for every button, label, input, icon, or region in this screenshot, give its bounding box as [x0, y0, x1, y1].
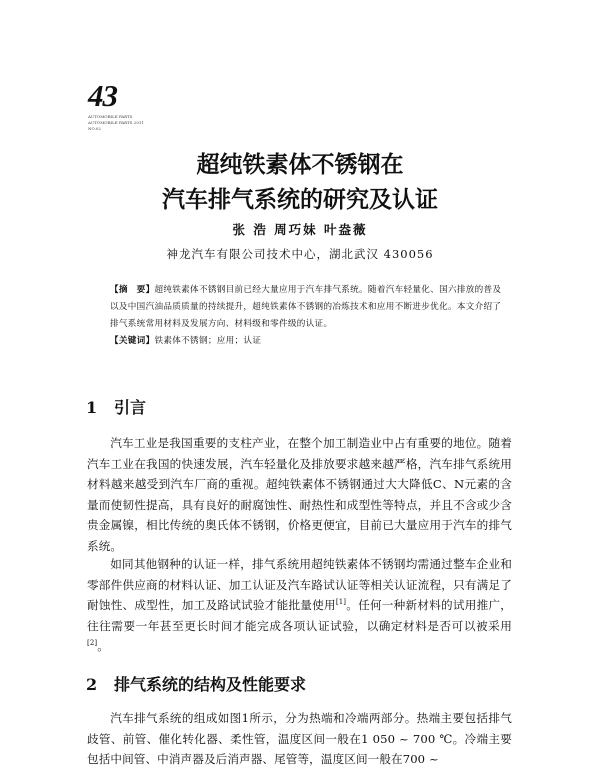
paragraph-text: 如同其他钢种的认证一样，排气系统用超纯铁素体不锈钢均需通过整车企业和零部件供应商的材料认证、加工认证及汽车路试认证等相关认证流程，只有满足了耐蚀性、成型性，加工及路试试验才能批量使用 [87, 557, 512, 612]
citation: [2] [87, 639, 98, 648]
section-number: 1 [86, 398, 98, 417]
paragraph [87, 554, 512, 657]
abstract-label: 【摘 要】 [110, 285, 155, 295]
section-number: 2 [86, 675, 98, 694]
section-heading-introduction [86, 395, 146, 418]
section-title: 引言 [114, 398, 147, 417]
affiliation: 神龙汽车有限公司技术中心，湖北武汉 430056 [166, 247, 434, 261]
paragraph-text: 。任何一种新材料的试用推广，往往需要一年甚至更长时间才能完成各项认证试验，以确定材料是否可以被采用 [87, 598, 513, 633]
abstract-text: 超纯铁素体不锈钢目前已经大量应用于汽车排气系统。随着汽车轻量化、国六排放的普及以及中国汽油品质质量的持续提升，超纯铁素体不锈钢的冶炼技术和应用不断进步优化。本文介绍了排气系统常用材料及发展方向、材料级和零件级的认证。 [110, 285, 502, 329]
title-line-1: 超纯铁素体不锈钢在 [196, 151, 404, 178]
paragraph-text: 。 [97, 639, 109, 653]
authors: 张 浩 周巧妹 叶盎薇 [232, 222, 368, 237]
keywords-label: 【关键词】 [110, 336, 155, 346]
section-heading-structure [86, 672, 306, 695]
title-line-2: 汽车排气系统的研究及认证 [162, 186, 438, 213]
page-number: 43 [88, 78, 117, 113]
keywords-text: 铁素体不锈钢；应用；认证 [154, 336, 262, 346]
abstract-body [110, 282, 505, 333]
paragraph: 汽车排气系统的组成如图1所示，分为热端和冷端两部分。热端主要包括排气歧管、前管、催化转化器、柔性管，温度区间一般在1 050 ~ 700 ℃。冷端主要包括中间管、中消声器及后消声器、尾管等，温度区间一般在700 ~ [87, 711, 512, 766]
keywords [110, 333, 505, 350]
abstract [110, 282, 505, 350]
citation: [1] [335, 598, 347, 607]
section-title: 排气系统的结构及性能要求 [114, 675, 307, 694]
paragraph: 汽车工业是我国重要的支柱产业，在整个加工制造业中占有重要的地位。随着汽车工业在我国的快速发展，汽车轻量化及排放要求越来越严格，汽车排气系统用材料越来越受到汽车厂商的重视。超纯铁素体不锈钢通过大大降低C、N元素的含量而使韧性提高，具有良好的耐腐蚀性、耐热性和成型性等特点，并且不含或少含贵金属镍，相比传统的奥氏体不锈钢，价格更便宜，目前已大量应用于汽车的排气系统。 [87, 436, 512, 553]
journal-tag: AUTOMOBILE PARTS AUTOMOBILE PARTS 2011 NO.02 [88, 114, 144, 131]
